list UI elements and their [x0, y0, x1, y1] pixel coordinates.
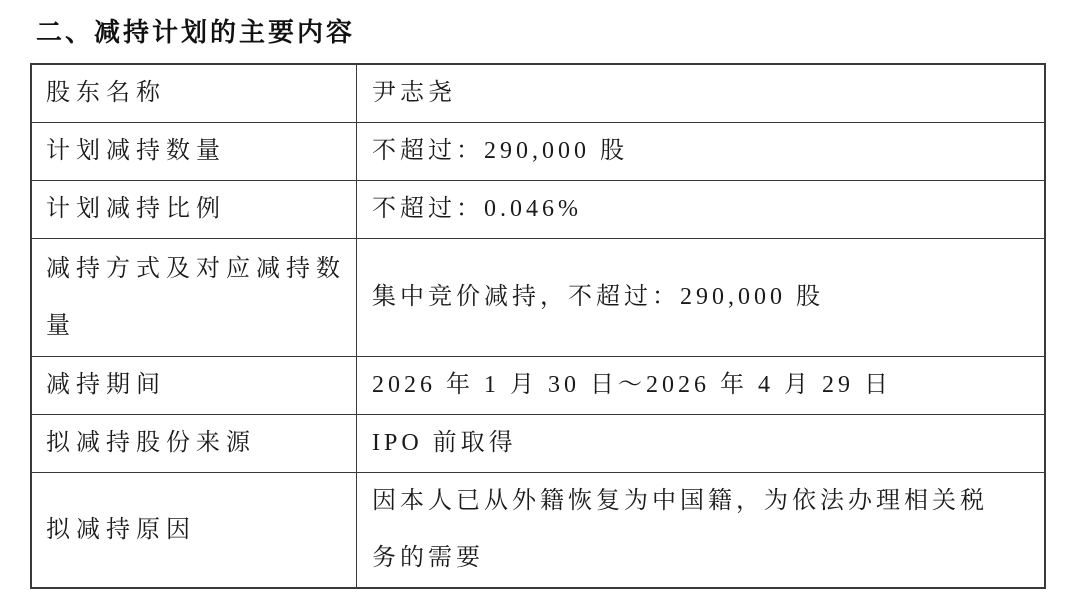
row-value-cell: 因本人已从外籍恢复为中国籍，为依法办理相关税务的需要 [372, 488, 988, 571]
section-heading: 二、减持计划的主要内容 [36, 18, 356, 47]
row-label-cell: 减持期间 [32, 357, 357, 414]
table-row-reduction-period [32, 357, 1044, 415]
table-row-shareholder-name [32, 65, 1044, 123]
row-value-cell: 集中竞价减持，不超过：290,000 股 [372, 284, 824, 310]
row-value-cell: 不超过：290,000 股 [372, 138, 628, 164]
row-value-cell: 2026 年 1 月 30 日～2026 年 4 月 29 日 [372, 372, 892, 398]
row-value-cell: IPO 前取得 [372, 430, 517, 456]
row-value-cell: 尹志尧 [372, 80, 456, 106]
row-label-cell: 股东名称 [32, 65, 357, 122]
row-label-cell: 拟减持原因 [32, 473, 357, 587]
table-row-reduction-reason [32, 473, 1044, 587]
row-label-cell: 计划减持数量 [32, 123, 357, 180]
table-row-planned-reduction-ratio [32, 181, 1044, 239]
table-row-planned-reduction-quantity [32, 123, 1044, 181]
row-label-cell: 减持方式及对应减持数量 [32, 239, 357, 356]
table-row-share-source [32, 415, 1044, 473]
row-label-cell: 计划减持比例 [32, 181, 357, 238]
reduction-plan-table [30, 63, 1046, 589]
table-row-reduction-method [32, 239, 1044, 357]
row-label-cell: 拟减持股份来源 [32, 415, 357, 472]
row-value-cell: 不超过：0.046% [372, 196, 582, 222]
